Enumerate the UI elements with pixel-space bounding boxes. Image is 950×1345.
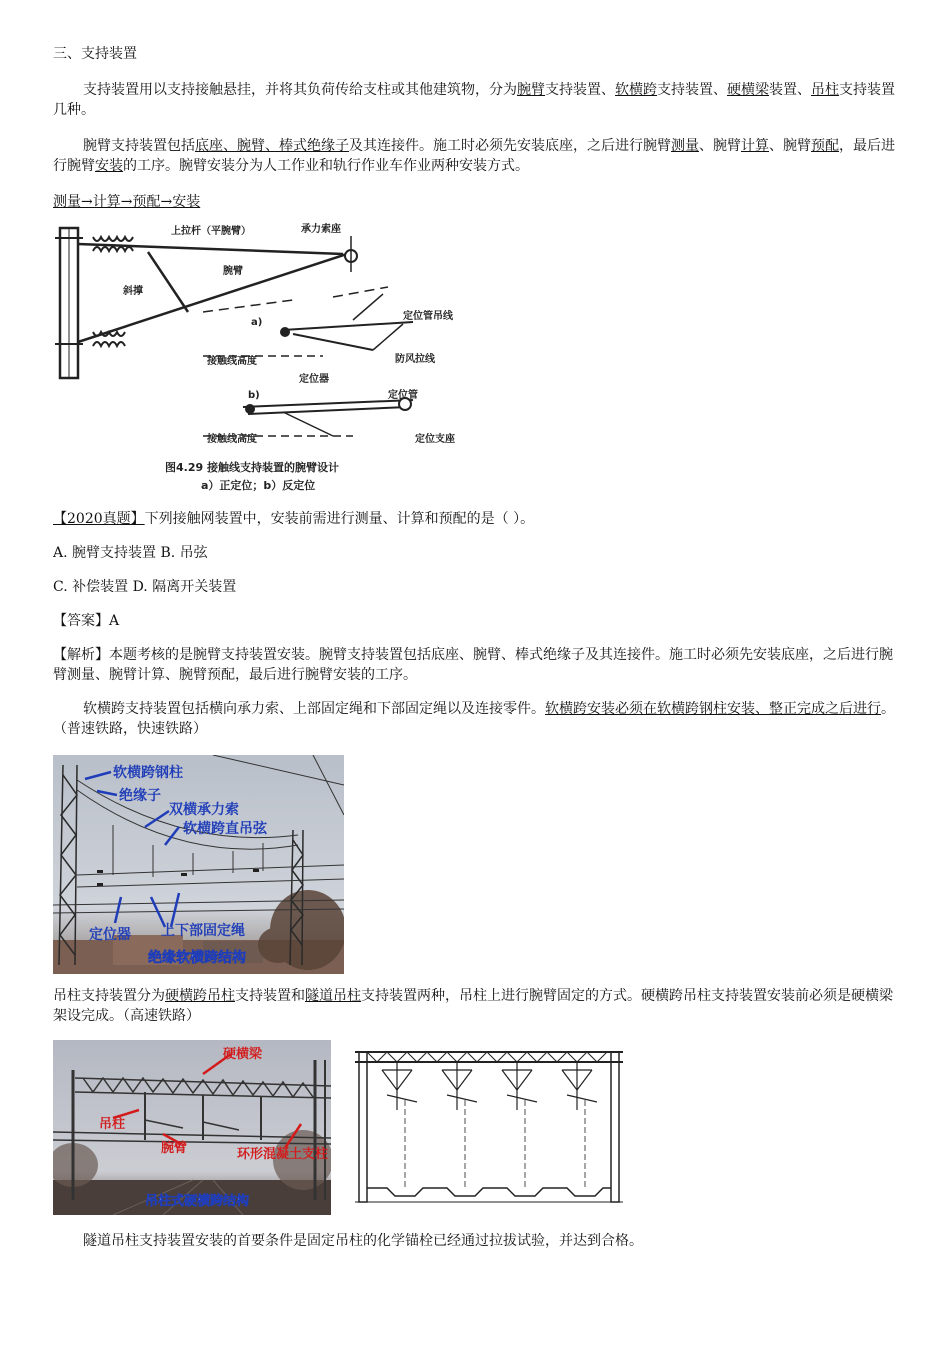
intro-paragraph-2: 腕臂支持装置包括底座、腕臂、棒式绝缘子及其连接件。施工时必须先安装底座，之后进行腕臂测量、腕臂计算、腕臂预配，最后进行腕臂安装的工序。腕臂安装分为人工作业和轨行作业车作业两种安装方式。 xyxy=(53,138,895,174)
label-wind-wire: 防风拉线 xyxy=(395,354,435,365)
label-locator-hanger: 定位管吊线 xyxy=(403,311,453,322)
label-messenger-seat: 承力索座 xyxy=(301,224,341,235)
hanging-pole-paragraph: 吊柱支持装置分为硬横跨吊柱支持装置和隧道吊柱支持装置两种，吊柱上进行腕臂固定的方式。硬横跨吊柱支持装置安装前必须是硬横梁架设完成。（高速铁路） xyxy=(53,988,893,1024)
photo1-label-fixed-rope: 上下部固定绳 xyxy=(161,923,245,939)
document-page xyxy=(53,44,898,1251)
photo1-label-steel-pole: 软横跨钢柱 xyxy=(113,765,183,781)
photo1-label-double-messenger: 双横承力索 xyxy=(169,802,239,818)
photo2-label-beam: 硬横梁 xyxy=(223,1047,263,1062)
question-analysis: 【解析】本题考核的是腕臂支持装置安装。腕臂支持装置包括底座、腕臂、棒式绝缘子及其连接件。施工时必须先安装底座，之后进行腕臂测量、腕臂计算、腕臂预配，最后进行腕臂安装的工序。 xyxy=(53,647,893,683)
label-top-rod: 上拉杆（平腕臂） xyxy=(171,226,251,237)
photo1-caption: 绝缘软横跨结构 xyxy=(148,950,246,966)
label-brace: 斜撑 xyxy=(123,286,143,297)
photo2-label-hanger: 吊柱 xyxy=(99,1117,126,1132)
intro-paragraph-1: 支持装置用以支持接触悬挂，并将其负荷传给支柱或其他建筑物，分为腕臂支持装置、软横跨支持装置、硬横梁装置、吊柱支持装置几种。 xyxy=(53,82,895,118)
photo1-label-locator: 定位器 xyxy=(89,927,131,943)
label-a: a) xyxy=(251,317,263,328)
label-locator-tube: 定位管 xyxy=(388,390,418,401)
hanging-pole-figures xyxy=(53,1040,898,1215)
label-locator: 定位器 xyxy=(299,374,329,385)
photo1-label-dropper: 软横跨直吊弦 xyxy=(183,821,267,837)
photo2-caption: 吊柱式硬横跨结构 xyxy=(145,1194,250,1209)
label-wire-height-a: 接触线高度 xyxy=(207,356,257,367)
cantilever-diagram xyxy=(53,222,473,497)
section-title: 三、支持装置 xyxy=(53,46,137,62)
question-options-ab: A. 腕臂支持装置 B. 吊弦 xyxy=(53,545,208,561)
label-b: b) xyxy=(248,390,260,401)
label-locator-support: 定位支座 xyxy=(415,434,455,445)
question-stem: 【2020真题】下列接触网装置中，安装前需进行测量、计算和预配的是（ ）。 xyxy=(53,511,535,527)
soft-span-photo xyxy=(53,755,344,974)
photo2-label-pole: 环形混凝土支柱 xyxy=(237,1147,329,1162)
soft-span-paragraph: 软横跨支持装置包括横向承力索、上部固定绳和下部固定绳以及连接零件。软横跨安装必须在软横跨钢柱安装、整正完成之后进行。（普速铁路，快速铁路） xyxy=(53,701,895,737)
process-flow: 测量→计算→预配→安装 xyxy=(53,194,201,210)
photo2-label-arm: 腕臂 xyxy=(161,1141,188,1156)
label-wire-height-b: 接触线高度 xyxy=(207,434,257,445)
question-answer: 【答案】A xyxy=(53,613,120,629)
figure-caption-sub: a）正定位；b）反定位 xyxy=(201,479,316,492)
tunnel-pole-paragraph: 隧道吊柱支持装置安装的首要条件是固定吊柱的化学锚栓已经通过拉拔试验，并达到合格。 xyxy=(83,1233,643,1249)
portal-structure-drawing xyxy=(347,1040,637,1215)
photo1-label-insulator: 绝缘子 xyxy=(119,788,161,804)
question-options-cd: C. 补偿装置 D. 隔离开关装置 xyxy=(53,579,237,595)
figure-caption-title: 图4.29 接触线支持装置的腕臂设计 xyxy=(165,461,339,474)
label-arm: 腕臂 xyxy=(223,266,243,277)
question-tag: 【2020真题】 xyxy=(53,511,145,527)
hard-span-photo xyxy=(53,1040,331,1215)
